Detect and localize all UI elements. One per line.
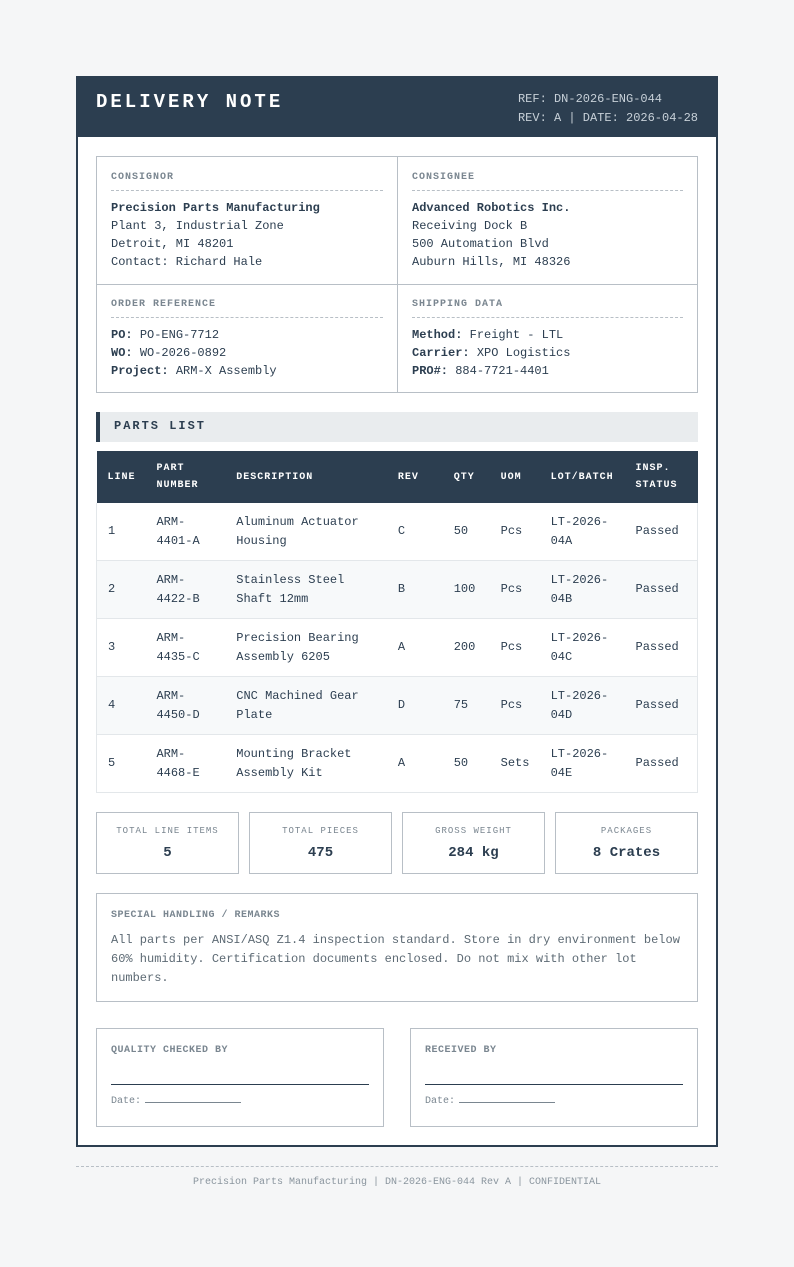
document-title: DELIVERY NOTE: [96, 91, 284, 113]
signature-date: [111, 1094, 369, 1107]
table-row: [97, 677, 698, 735]
consignor-address-line: Detroit, MI 48201: [111, 237, 234, 251]
parts-list-heading: [96, 412, 698, 442]
document-header: [78, 78, 716, 137]
table-row: [97, 735, 698, 793]
column-header: UOM: [500, 471, 522, 483]
order-reference-label: ORDER REFERENCE: [111, 299, 383, 318]
part-number: ARM- 4450-D: [145, 677, 225, 735]
quality-checked-label: QUALITY CHECKED BY: [111, 1045, 229, 1056]
description: Precision Bearing Assembly 6205: [225, 619, 387, 677]
consignor-address-line: Plant 3, Industrial Zone: [111, 219, 284, 233]
document-meta: [518, 90, 698, 128]
pro-value: 884-7721-4401: [455, 364, 549, 378]
lot-batch: LT-2026- 04A: [540, 503, 625, 561]
pro-row: [412, 362, 683, 380]
inspection-status: Passed: [625, 677, 698, 735]
received-signature-box: [410, 1028, 698, 1127]
line-number: 1: [97, 503, 146, 561]
table-header-row: [97, 451, 698, 503]
description: CNC Machined Gear Plate: [225, 677, 387, 735]
project-row: [111, 362, 383, 380]
unit-of-measure: Sets: [490, 735, 540, 793]
po-row: [111, 326, 383, 344]
parties-grid: [96, 156, 698, 393]
column-header: LINE: [107, 471, 136, 483]
method-key: Method:: [412, 328, 463, 342]
quantity: 50: [443, 735, 490, 793]
lot-batch: LT-2026- 04D: [540, 677, 625, 735]
date-blank[interactable]: [145, 1094, 241, 1103]
date-label: Date:: [425, 1096, 456, 1107]
wo-row: [111, 344, 383, 362]
date-label: Date:: [111, 1096, 142, 1107]
method-row: [412, 326, 683, 344]
method-value: Freight - LTL: [469, 328, 564, 342]
remarks-text: All parts per ANSI/ASQ Z1.4 inspection standard. Store in dry environment below 60% humidity. Certification documents enclosed. Do not mix with other lot numbers.: [111, 933, 680, 985]
consignor-contact: Contact: Richard Hale: [111, 255, 263, 269]
signature-date: [425, 1094, 683, 1107]
column-header: DESCRIPTION: [236, 471, 314, 483]
quality-signature-box: [96, 1028, 384, 1127]
project-value: ARM-X Assembly: [175, 364, 277, 378]
quantity: 50: [443, 503, 490, 561]
wo-key: WO:: [111, 346, 133, 360]
total-pieces-box: [249, 812, 392, 874]
column-header: LOT/BATCH: [550, 471, 614, 483]
wo-value: WO-2026-0892: [139, 346, 227, 360]
parts-list-title: PARTS LIST: [114, 419, 207, 433]
consignee-address-line: Auburn Hills, MI 48326: [412, 255, 571, 269]
remarks-label: SPECIAL HANDLING / REMARKS: [111, 910, 281, 921]
stat-value: 475: [307, 845, 334, 861]
carrier-value: XPO Logistics: [476, 346, 571, 360]
lot-batch: LT-2026- 04E: [540, 735, 625, 793]
carrier-key: Carrier:: [412, 346, 470, 360]
consignee-label: CONSIGNEE: [412, 172, 683, 191]
revision: C: [387, 503, 443, 561]
inspection-status: Passed: [625, 561, 698, 619]
revision: A: [387, 619, 443, 677]
table-row: [97, 503, 698, 561]
po-value: PO-ENG-7712: [139, 328, 220, 342]
shipping-data-label: SHIPPING DATA: [412, 299, 683, 318]
gross-weight-box: [402, 812, 545, 874]
received-by-label: RECEIVED BY: [425, 1045, 497, 1056]
line-number: 3: [97, 619, 146, 677]
total-line-items-box: [96, 812, 239, 874]
parts-table: [96, 451, 698, 793]
reference-number: REF: DN-2026-ENG-044: [517, 92, 662, 106]
quantity: 200: [443, 619, 490, 677]
line-number: 2: [97, 561, 146, 619]
unit-of-measure: Pcs: [490, 677, 540, 735]
revision: B: [387, 561, 443, 619]
description: Aluminum Actuator Housing: [225, 503, 387, 561]
date-blank[interactable]: [459, 1094, 555, 1103]
pro-key: PRO#:: [412, 364, 449, 378]
part-number: ARM- 4422-B: [145, 561, 225, 619]
signature-line[interactable]: [111, 1084, 369, 1085]
order-reference-cell: [97, 284, 397, 392]
consignor-cell: [97, 157, 397, 284]
lot-batch: LT-2026- 04B: [540, 561, 625, 619]
consignee-address-line: Receiving Dock B: [412, 219, 528, 233]
stat-value: 5: [163, 845, 172, 861]
inspection-status: Passed: [625, 735, 698, 793]
column-header: REV: [397, 471, 419, 483]
signature-line[interactable]: [425, 1084, 683, 1085]
unit-of-measure: Pcs: [490, 503, 540, 561]
part-number: ARM- 4435-C: [145, 619, 225, 677]
column-header: PART NUMBER: [156, 463, 199, 491]
stat-label: PACKAGES: [600, 826, 653, 836]
column-header: INSP. STATUS: [635, 463, 678, 491]
lot-batch: LT-2026- 04C: [540, 619, 625, 677]
revision: A: [387, 735, 443, 793]
part-number: ARM- 4468-E: [145, 735, 225, 793]
shipping-data-cell: [397, 284, 697, 392]
consignee-name: Advanced Robotics Inc.: [412, 201, 571, 215]
table-row: [97, 561, 698, 619]
consignor-name: Precision Parts Manufacturing: [111, 201, 320, 215]
revision-date: REV: A | DATE: 2026-04-28: [517, 111, 698, 125]
consignee-cell: [397, 157, 697, 284]
delivery-note: [76, 76, 718, 1147]
description: Stainless Steel Shaft 12mm: [225, 561, 387, 619]
line-number: 5: [97, 735, 146, 793]
revision: D: [387, 677, 443, 735]
stat-label: TOTAL PIECES: [282, 826, 359, 836]
page-footer: Precision Parts Manufacturing | DN-2026-ENG-044 Rev A | CONFIDENTIAL: [76, 1166, 718, 1188]
inspection-status: Passed: [625, 503, 698, 561]
column-header: QTY: [453, 471, 475, 483]
stat-value: 8 Crates: [592, 845, 661, 861]
packages-box: [555, 812, 698, 874]
stat-label: TOTAL LINE ITEMS: [116, 826, 219, 836]
stat-value: 284 kg: [448, 845, 499, 861]
stat-label: GROSS WEIGHT: [435, 826, 512, 836]
quantity: 75: [443, 677, 490, 735]
part-number: ARM- 4401-A: [145, 503, 225, 561]
line-number: 4: [97, 677, 146, 735]
po-key: PO:: [111, 328, 133, 342]
unit-of-measure: Pcs: [490, 619, 540, 677]
totals-summary: [96, 812, 698, 874]
unit-of-measure: Pcs: [490, 561, 540, 619]
project-key: Project:: [111, 364, 169, 378]
consignor-label: CONSIGNOR: [111, 172, 383, 191]
consignee-address-line: 500 Automation Blvd: [412, 237, 549, 251]
inspection-status: Passed: [625, 619, 698, 677]
table-row: [97, 619, 698, 677]
remarks-box: [96, 893, 698, 1002]
carrier-row: [412, 344, 683, 362]
quantity: 100: [443, 561, 490, 619]
description: Mounting Bracket Assembly Kit: [225, 735, 387, 793]
